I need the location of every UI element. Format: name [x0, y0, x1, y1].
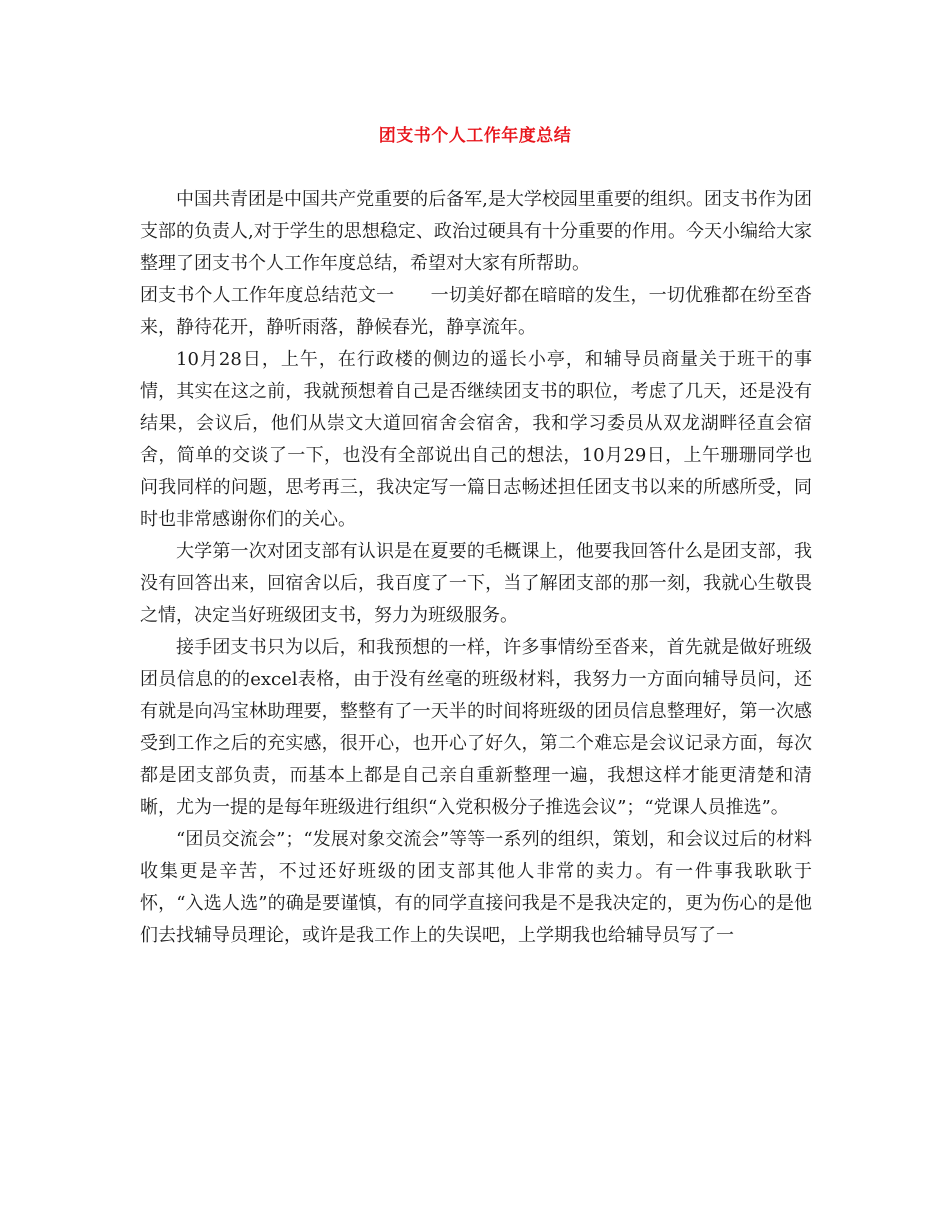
- paragraph-exchange-meetings: “团员交流会”；“发展对象交流会”等等一系列的组织，策划，和会议过后的材料收集更是辛苦，不过还好班级的团支部其他人非常的卖力。有一件事我耿耿于怀，“入选人选”的确是要谨慎，有的同学直接问我是不是我决定的，更为伤心的是他们去找辅导员理论，或许是我工作上的失误吧，上学期我也给辅导员写了一: [140, 829, 812, 946]
- document-title: 团支书个人工作年度总结: [378, 126, 572, 146]
- document-body: [140, 184, 812, 952]
- paragraph-intro: 中国共青团是中国共产党重要的后备军,是大学校园里重要的组织。团支书作为团支部的负责人,对于学生的思想稳定、政治过硬具有十分重要的作用。今天小编给大家整理了团支书个人工作年度总结，希望对大家有所帮助。: [140, 189, 812, 274]
- paragraph-taking-over: 接手团支书只为以后，和我预想的一样，许多事情纷至沓来，首先就是做好班级团员信息的的excel表格，由于没有丝毫的班级材料，我努力一方面向辅导员问，还有就是向冯宝林助理要，整整有了一天半的时间将班级的团员信息整理好，第一次感受到工作之后的充实感，很开心，也开心了好久，第二个难忘是会议记录方面，每次都是团支部负责，而基本上都是自己亲自重新整理一遍，我想这样才能更清楚和清晰，尤为一提的是每年班级进行组织“入党积极分子推选会议”；“党课人员推选”。: [140, 637, 812, 818]
- paragraph-sample-heading: 团支书个人工作年度总结范文一 一切美好都在暗暗的发生，一切优雅都在纷至沓来，静待花开，静听雨落，静候春光，静享流年。: [140, 285, 812, 338]
- paragraph-oct-28: 10月28日，上午，在行政楼的侧边的遥长小亭，和辅导员商量关于班干的事情，其实在这之前，我就预想着自己是否继续团支书的职位，考虑了几天，还是没有结果，会议后，他们从崇文大道回宿舍会宿舍，我和学习委员从双龙湖畔径直会宿舍，简单的交谈了一下，也没有全部说出自己的想法，10月29日，上午珊珊同学也问我同样的问题，思考再三，我决定写一篇日志畅述担任团支书以来的所感所受，同时也非常感谢你们的关心。: [140, 349, 812, 530]
- paragraph-first-awareness: 大学第一次对团支部有认识是在夏要的毛概课上，他要我回答什么是团支部，我没有回答出来，回宿舍以后，我百度了一下，当了解团支部的那一刻，我就心生敬畏之情，决定当好班级团支书，努力为班级服务。: [140, 541, 812, 626]
